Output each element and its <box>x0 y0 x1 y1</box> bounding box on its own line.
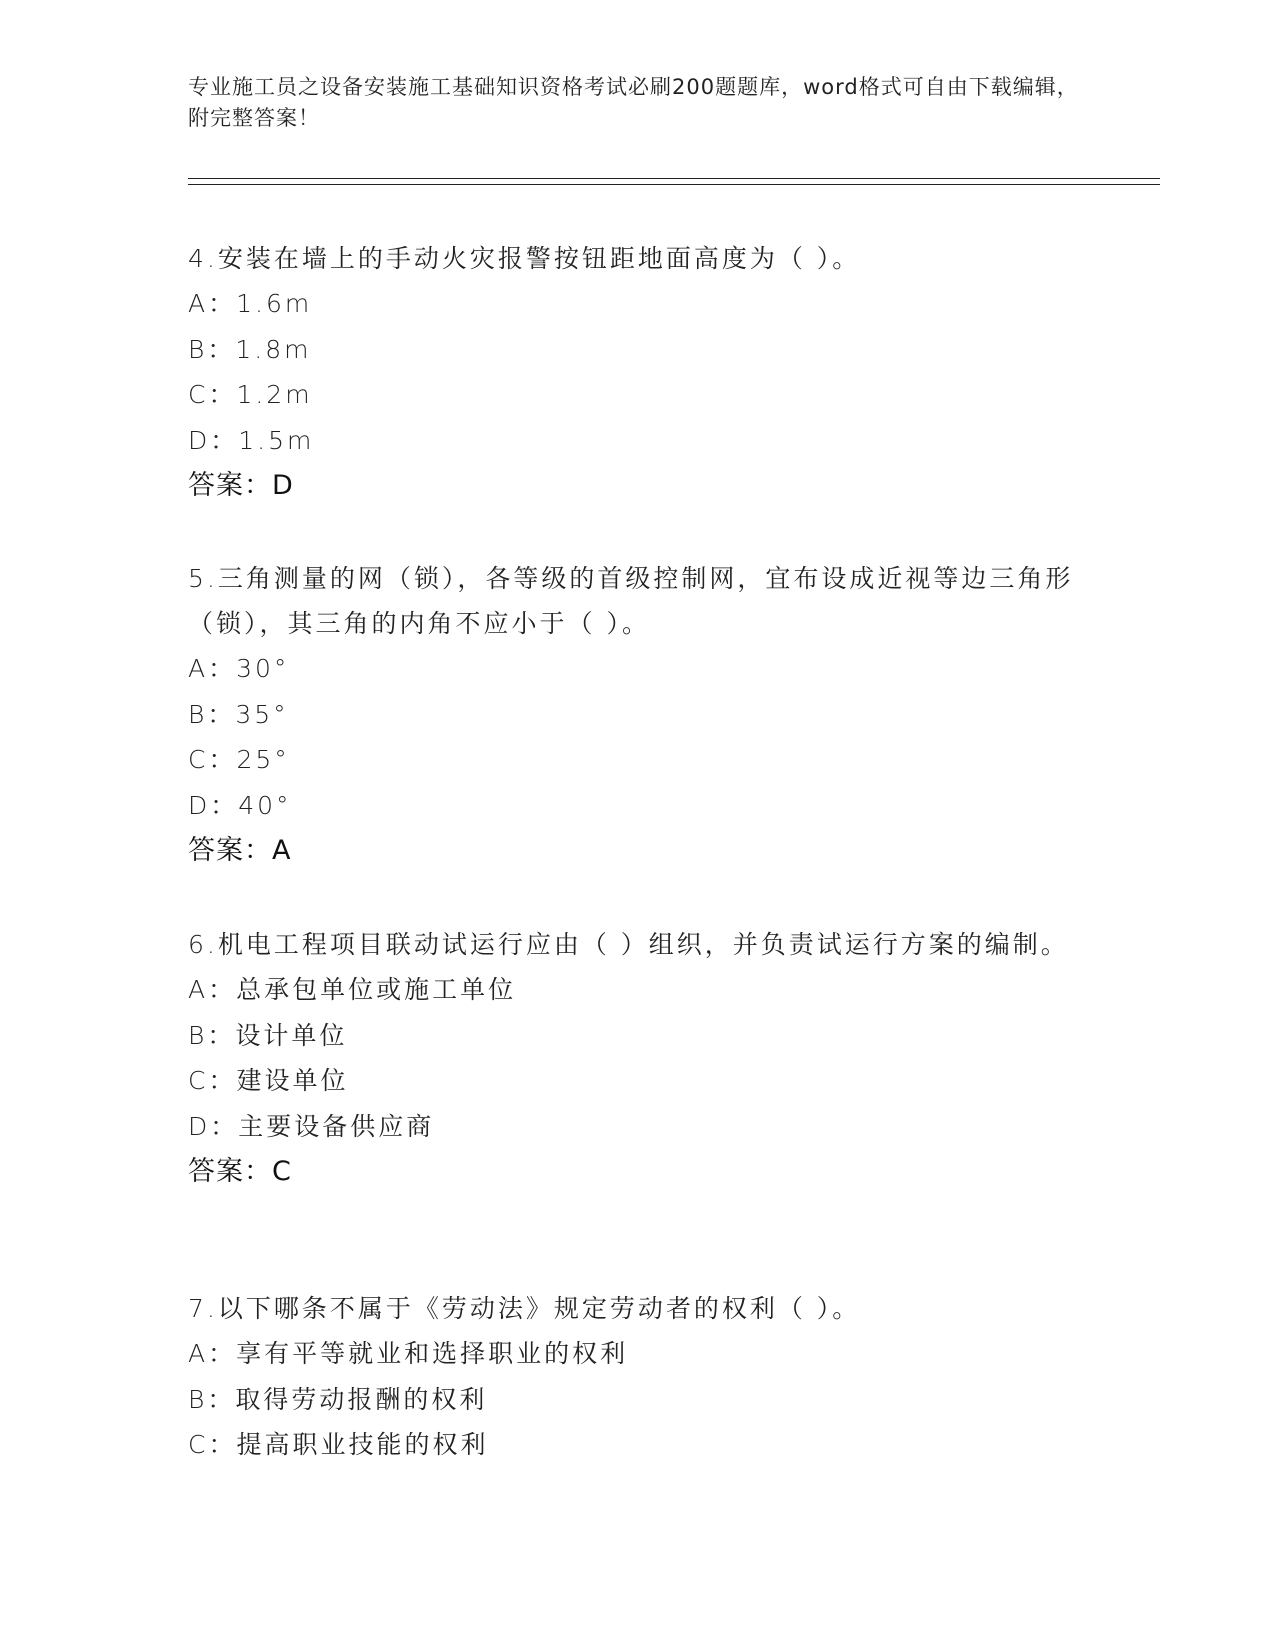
header-divider-bottom <box>188 184 1160 185</box>
document-header: 专业施工员之设备安装施工基础知识资格考试必刷200题题库，word格式可自由下载编辑，附完整答案！ <box>188 75 1079 130</box>
question-stem: 7.以下哪条不属于《劳动法》规定劳动者的权利（ ）。 <box>188 1294 861 1323</box>
option-b: B：35° <box>188 699 289 729</box>
question-stem: 4.安装在墙上的手动火灾报警按钮距地面高度为（ ）。 <box>188 244 861 273</box>
option-a: A：30° <box>188 654 290 683</box>
option-b: B：1.8m <box>188 334 312 364</box>
question-4 <box>188 236 1088 509</box>
header-divider-top <box>188 178 1160 179</box>
question-stem: 6.机电工程项目联动试运行应由（ ）组织，并负责试运行方案的编制。 <box>188 930 1069 959</box>
option-b: B：取得劳动报酬的权利 <box>188 1384 488 1414</box>
option-c: C：25° <box>188 745 290 774</box>
question-6 <box>188 922 1088 1195</box>
question-stem: 5.三角测量的网（锁），各等级的首级控制网，宜布设成近视等边三角形（锁），其三角的内角不应小于（ ）。 <box>188 564 1074 638</box>
question-5 <box>188 556 1088 874</box>
answer: 答案：A <box>188 835 292 866</box>
option-a: A：1.6m <box>188 289 313 318</box>
option-d: D：1.5m <box>188 425 315 455</box>
option-d: D：主要设备供应商 <box>188 1111 435 1141</box>
option-a: A：享有平等就业和选择职业的权利 <box>188 1339 629 1368</box>
option-c: C：1.2m <box>188 380 313 409</box>
question-7 <box>188 1286 1088 1468</box>
answer: 答案：D <box>188 470 294 501</box>
option-c: C：提高职业技能的权利 <box>188 1430 489 1459</box>
option-a: A：总承包单位或施工单位 <box>188 975 517 1004</box>
option-d: D：40° <box>188 790 292 820</box>
option-b: B：设计单位 <box>188 1020 348 1050</box>
option-c: C：建设单位 <box>188 1066 349 1095</box>
answer: 答案：C <box>188 1156 292 1187</box>
